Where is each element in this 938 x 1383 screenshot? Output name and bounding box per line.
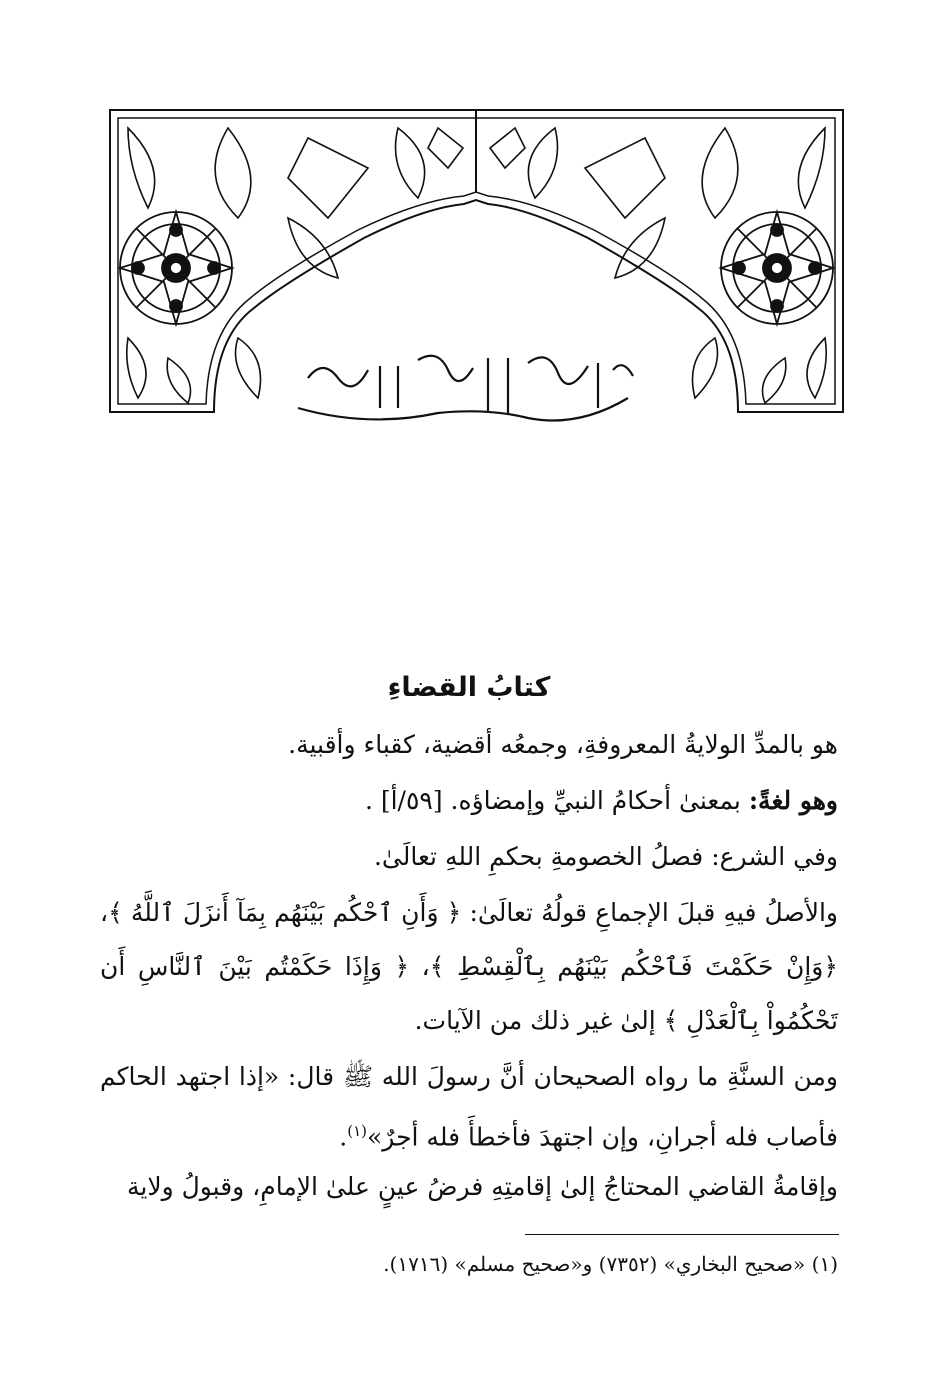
footnote-reference[interactable]: (١) <box>347 1122 367 1140</box>
paragraph-sharia <box>100 830 838 884</box>
separator-text: ، <box>100 898 109 927</box>
quran-verse: ﴿ وَإِذَا حَكَمْتُم بَيْنَ ٱلنَّاسِ أَن تَحْكُمُواْ بِٱلْعَدْلِ ﴾ <box>100 952 838 1035</box>
paragraph-lead: وهو لغةً: <box>748 786 838 815</box>
paragraph-text: بمعنىٰ أحكامُ النبيِّ وإمضاؤه. [٥٩/أ] . <box>364 786 749 815</box>
paragraph-quran-evidence <box>100 886 838 1048</box>
quran-verse: ﴿وَإِنْ حَكَمْتَ فَٱحْكُم بَيْنَهُم بِٱلْقِسْطِ ﴾ <box>429 952 838 981</box>
paragraph-text: والأصلُ فيهِ قبلَ الإجماعِ قولُهُ تعالَىٰ: <box>461 898 838 927</box>
paragraph-lexical <box>100 774 838 828</box>
chapter-title: كتابُ القضاءِ <box>387 672 551 703</box>
paragraph-text: فصلُ الخصومةِ بحكمِ اللهِ تعالَىٰ. <box>373 842 712 871</box>
footnote <box>100 1247 838 1281</box>
left-rosette <box>120 212 232 324</box>
ornamental-header-frame <box>108 108 845 468</box>
paragraph-end: . <box>339 1122 348 1152</box>
paragraph-text: هو بالمدِّ الولايةُ المعروفةِ، وجمعُه أقضية، كقباء وأقبية. <box>288 730 838 759</box>
right-rosette <box>721 212 833 324</box>
paragraph-text: ومن السنَّةِ ما رواه الصحيحان أنَّ رسولَ الله ﷺ قال: «إذا اجتهد الحاكم فأصاب فله أجرانِ، وإن اجتهدَ فأخطأَ فله أجرٌ» <box>100 1062 838 1152</box>
paragraph-lead: وفي الشرع: <box>711 842 838 871</box>
paragraph-text: إلىٰ غير ذلك من الآيات. <box>414 1006 664 1035</box>
paragraph-judge-appointment <box>100 1160 838 1214</box>
quran-verse: ﴿ وَأَنِ ٱحْكُم بَيْنَهُم بِمَآ أَنزَلَ ٱللَّهُ ﴾ <box>108 898 462 927</box>
paragraph-definition <box>100 718 838 772</box>
separator-text: ، <box>409 952 430 981</box>
footnote-divider <box>525 1234 839 1235</box>
paragraph-text: وإقامةُ القاضي المحتاجُ إلىٰ إقامتِهِ فرضُ عينٍ علىٰ الإمامِ، وقبولُ ولاية <box>126 1172 838 1201</box>
footnote-text: (١) «صحيح البخاري» (٧٣٥٢) و«صحيح مسلم» (١٧١٦). <box>383 1252 838 1276</box>
paragraph-sunnah-evidence <box>100 1050 838 1164</box>
